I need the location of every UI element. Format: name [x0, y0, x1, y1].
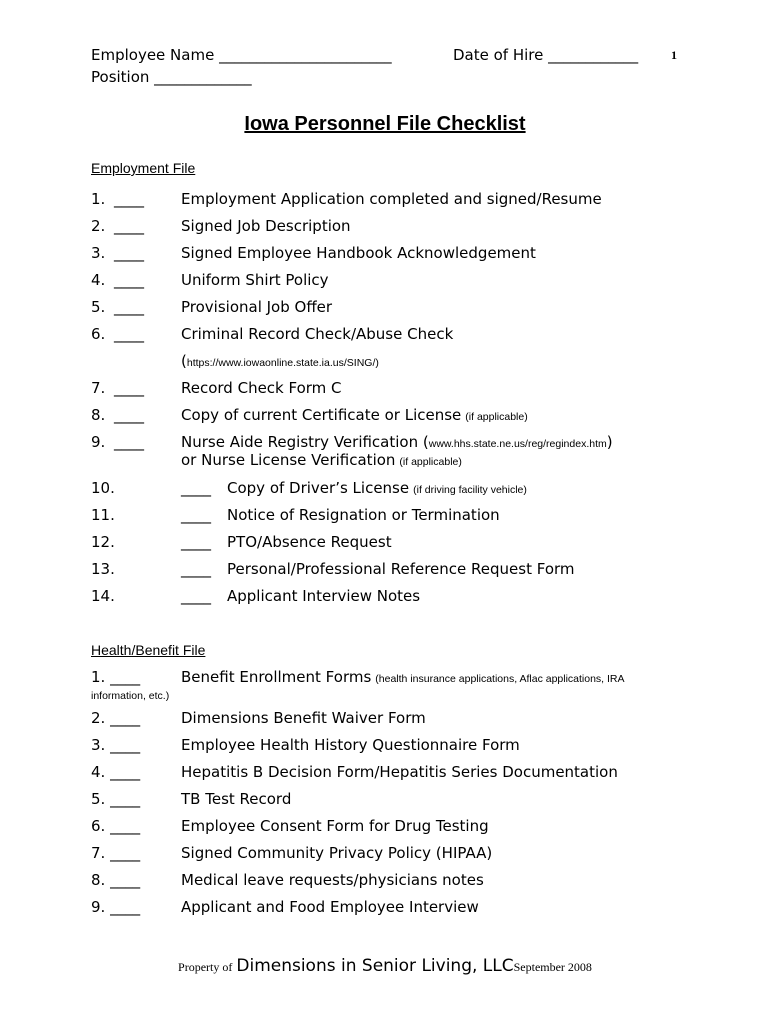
employment-item-number: 1.	[91, 190, 106, 208]
health-item-text: Medical leave requests/physicians notes	[181, 871, 484, 889]
employment-item-number: 11.	[91, 506, 115, 524]
employment-file-heading: Employment File	[91, 160, 196, 176]
health-item-text: Hepatitis B Decision Form/Hepatitis Series Documentation	[181, 763, 618, 781]
employment-item-blank: ____	[181, 479, 211, 497]
health-item-label: 7. ____	[91, 844, 141, 862]
health-item-label: 9. ____	[91, 898, 141, 916]
employment-item-blank: ____	[114, 379, 144, 397]
employment-item-text: Criminal Record Check/Abuse Check	[181, 325, 454, 343]
employment-item-text: Personal/Professional Reference Request Form	[227, 560, 575, 578]
employment-item-blank: ____	[114, 271, 144, 289]
employment-item-line	[181, 433, 613, 452]
employment-item-number: 14.	[91, 587, 115, 605]
employment-item-number: 2.	[91, 217, 106, 235]
employment-item-text: Employment Application completed and signed/Resume	[181, 190, 602, 208]
employment-item-blank: ____	[114, 217, 144, 235]
health-item-label: 2. ____	[91, 709, 141, 727]
footer-property-of: Property of	[178, 960, 233, 974]
employment-item-number: 8.	[91, 406, 106, 424]
employment-item-blank: ____	[114, 190, 144, 208]
employment-item-text: Provisional Job Offer	[181, 298, 333, 316]
employment-item-number: 12.	[91, 533, 115, 551]
health-item-text: Employee Health History Questionnaire Form	[181, 736, 520, 754]
employment-item-number: 10.	[91, 479, 115, 497]
employment-item-blank: ____	[114, 325, 144, 343]
employment-item-blank: ____	[181, 533, 211, 551]
health-item-text: Employee Consent Form for Drug Testing	[181, 817, 489, 835]
employee-name-field: Employee Name _______________________	[91, 46, 392, 64]
date-of-hire-field: Date of Hire ____________	[453, 46, 639, 64]
health-item-text: Signed Community Privacy Policy (HIPAA)	[181, 844, 493, 862]
item-note-wrap: information, etc.)	[91, 690, 170, 702]
employment-item-text: Uniform Shirt Policy	[181, 271, 329, 289]
health-item-text: Dimensions Benefit Waiver Form	[181, 709, 426, 727]
health-benefit-file-heading: Health/Benefit File	[91, 642, 206, 658]
health-item-label: 1. ____	[91, 668, 141, 686]
page-title: Iowa Personnel File Checklist	[244, 113, 526, 135]
health-item-label: 4. ____	[91, 763, 141, 781]
health-item-text: Applicant and Food Employee Interview	[181, 898, 479, 916]
employment-item-blank: ____	[114, 298, 144, 316]
health-item-label: 5. ____	[91, 790, 141, 808]
employment-item-text: Record Check Form C	[181, 379, 342, 397]
employment-item-blank: ____	[114, 244, 144, 262]
paren-close: )	[606, 433, 613, 451]
item-6-link-line	[181, 352, 379, 371]
registry-url: www.hhs.state.ne.us/reg/regindex.htm	[428, 438, 607, 450]
employment-item-blank: ____	[114, 433, 144, 451]
employment-item-number: 6.	[91, 325, 106, 343]
employment-item-number: 3.	[91, 244, 106, 262]
employment-item-text: Notice of Resignation or Termination	[227, 506, 500, 524]
employment-item-text: Nurse Aide Registry Verification (	[181, 433, 429, 451]
employment-item-text: Copy of Driver’s License	[227, 479, 410, 497]
health-item-label: 8. ____	[91, 871, 141, 889]
item-note: (if applicable)	[465, 411, 528, 423]
page-number: 1	[671, 48, 677, 62]
footer	[0, 956, 770, 976]
employment-item-number: 7.	[91, 379, 106, 397]
employment-item-blank: ____	[181, 560, 211, 578]
health-item-label: 3. ____	[91, 736, 141, 754]
employment-item-blank: ____	[114, 406, 144, 424]
employment-item-line	[227, 479, 527, 498]
employment-item-text: Copy of current Certificate or License	[181, 406, 462, 424]
footer-date: September 2008	[513, 960, 592, 974]
employment-item-blank: ____	[181, 587, 211, 605]
item-note: (health insurance applications, Aflac applications, IRA	[375, 673, 625, 685]
employment-item-line	[181, 406, 528, 425]
employment-item-text: Signed Employee Handbook Acknowledgement	[181, 244, 536, 262]
employment-item-number: 5.	[91, 298, 106, 316]
item-note: (if applicable)	[399, 456, 462, 468]
employment-item-blank: ____	[181, 506, 211, 524]
health-item-text: TB Test Record	[181, 790, 292, 808]
abuse-check-url: https://www.iowaonline.state.ia.us/SING/)	[186, 357, 379, 369]
health-item-text: Benefit Enrollment Forms	[181, 668, 372, 686]
footer-company: Dimensions in Senior Living, LLC	[236, 956, 514, 976]
employment-item-text: or Nurse License Verification	[181, 451, 396, 469]
employment-item-number: 9.	[91, 433, 106, 451]
health-item-line	[181, 668, 625, 687]
position-field: Position _____________	[91, 68, 252, 86]
employment-item-number: 13.	[91, 560, 115, 578]
paren-open: (	[181, 352, 187, 370]
employment-item-text: PTO/Absence Request	[227, 533, 392, 551]
item-note: (if driving facility vehicle)	[413, 484, 527, 496]
employment-item-text: Signed Job Description	[181, 217, 351, 235]
employment-item-text: Applicant Interview Notes	[227, 587, 421, 605]
employment-item-number: 4.	[91, 271, 106, 289]
health-item-label: 6. ____	[91, 817, 141, 835]
employment-item-line	[181, 451, 462, 470]
